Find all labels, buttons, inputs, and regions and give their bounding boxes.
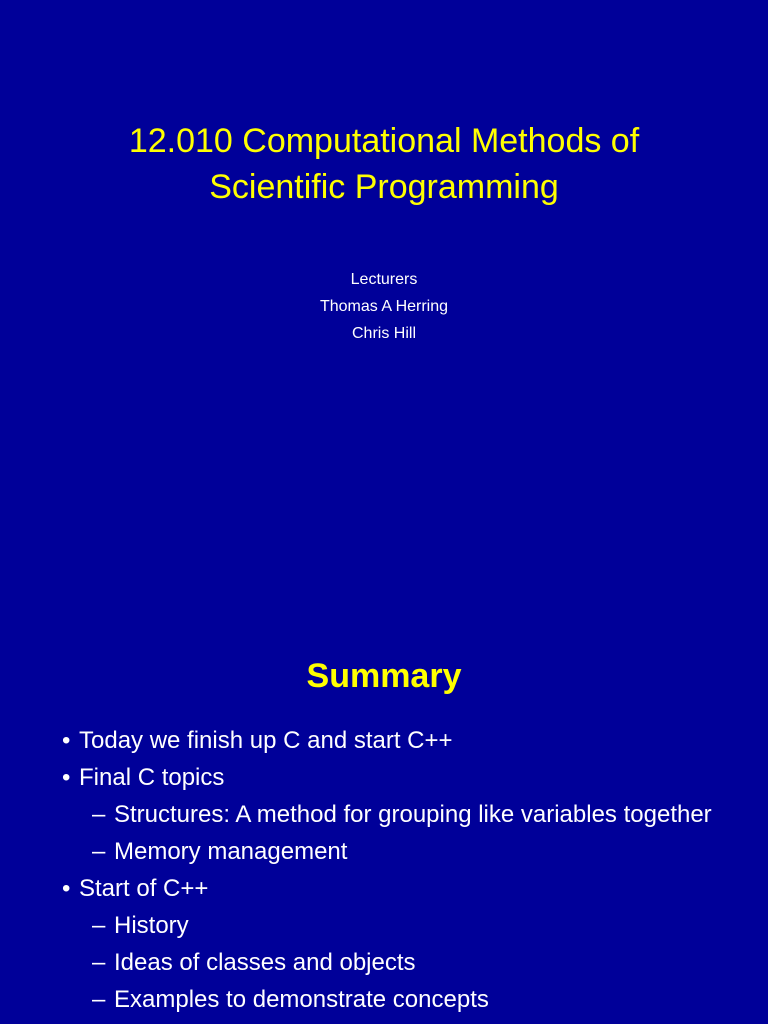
sub-bullet-text: Structures: A method for grouping like variables together	[114, 801, 712, 828]
lecturers-label: Lecturers	[350, 271, 418, 288]
dash-marker: –	[92, 801, 106, 828]
slide-title-line-2: Scientific Programming	[209, 168, 559, 206]
bullet-item	[62, 763, 742, 793]
bullet-text: Final C topics	[79, 764, 225, 791]
bullet-text: Start of C++	[79, 875, 209, 902]
lecturer-name-2: Chris Hill	[352, 325, 416, 342]
lecturers-block	[0, 266, 768, 347]
sub-bullet-item	[62, 911, 742, 941]
summary-bullet-list	[62, 726, 742, 1022]
bullet-marker: •	[62, 727, 71, 754]
summary-heading: Summary	[306, 657, 462, 695]
dash-marker: –	[92, 912, 106, 939]
sub-bullet-text: Ideas of classes and objects	[114, 949, 416, 976]
bullet-item	[62, 874, 742, 904]
sub-bullet-text: History	[114, 912, 189, 939]
sub-bullet-item	[62, 985, 742, 1015]
bullet-text: Today we finish up C and start C++	[79, 727, 453, 754]
sub-bullet-item	[62, 800, 742, 830]
dash-marker: –	[92, 949, 106, 976]
sub-bullet-item	[62, 837, 742, 867]
dash-marker: –	[92, 986, 106, 1013]
bullet-marker: •	[62, 764, 71, 791]
sub-bullet-text: Examples to demonstrate concepts	[114, 986, 489, 1013]
slide-title	[0, 118, 768, 210]
bullet-marker: •	[62, 875, 71, 902]
lecturer-name-1: Thomas A Herring	[319, 298, 449, 315]
sub-bullet-text: Memory management	[114, 838, 348, 865]
summary-slide	[0, 576, 768, 1024]
dash-marker: –	[92, 838, 106, 865]
slide-title-line-1: 12.010 Computational Methods of	[128, 122, 640, 160]
sub-bullet-item	[62, 948, 742, 978]
bullet-item	[62, 726, 742, 756]
